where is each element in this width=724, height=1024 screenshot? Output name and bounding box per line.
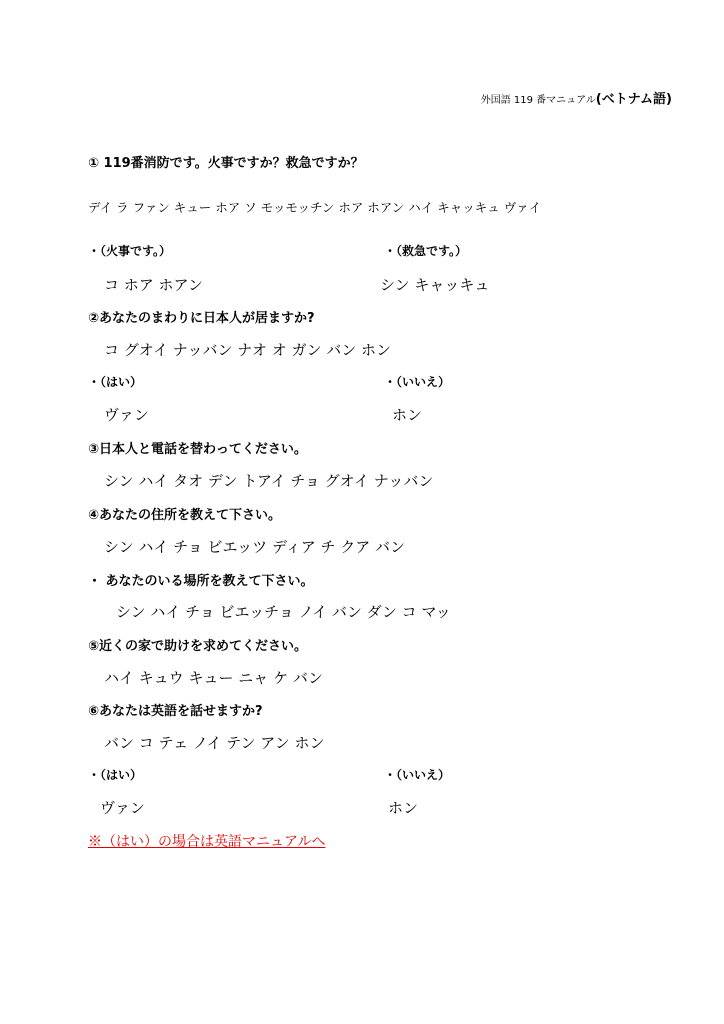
question-1-option-ambulance: ・（救急です。） xyxy=(384,244,468,258)
question-6-reading: バン コ テェ ノイ テン アン ホン xyxy=(104,734,325,752)
question-2-option-no: ・（いいえ） xyxy=(384,375,451,389)
question-6-answer-yes: ヴァン xyxy=(100,799,145,817)
question-6-answer-no: ホン xyxy=(388,799,419,817)
question-3-reading: シン ハイ タオ デン トアイ チョ グオイ ナッバン xyxy=(104,472,434,490)
english-manual-note: ※（はい）の場合は英語マニュアルへ xyxy=(88,834,326,850)
question-4b-title: ・ あなたのいる場所を教えて下さい。 xyxy=(88,574,314,589)
question-6-option-yes: ・（はい） xyxy=(88,768,143,782)
question-2-answer-no: ホン xyxy=(392,406,423,424)
question-6-title: ⑥あなたは英語を話せますか? xyxy=(88,704,263,719)
question-5-title: ⑤近くの家で助けを求めてください。 xyxy=(88,639,308,654)
question-2-option-yes: ・（はい） xyxy=(88,375,143,389)
question-1-reading: デイ ラ ファン キュー ホア ソ モッモッチン ホア ホアン ハイ キャッキュ ヴァイ xyxy=(88,200,542,215)
question-1-title: ① 119番消防です。火事ですか？救急ですか？ xyxy=(88,156,364,171)
question-3-title: ③日本人と電話を替わってください。 xyxy=(88,442,307,457)
question-2-reading: コ グオイ ナッバン ナオ オ ガン バン ホン xyxy=(104,341,392,359)
question-2-title: ②あなたのまわりに日本人が居ますか? xyxy=(88,311,315,326)
question-1-option-fire: ・（火事です。） xyxy=(88,244,172,258)
question-2-answer-yes: ヴァン xyxy=(104,406,149,424)
header-language-text: (ベトナム語) xyxy=(595,92,672,107)
question-4b-reading: シン ハイ チョ ビエッチョ ノイ バン ダン コ マッ xyxy=(116,603,451,621)
document-header xyxy=(481,88,672,107)
question-5-reading: ハイ キュウ キュー ニャ ケ バン xyxy=(104,669,323,687)
question-4-title: ④あなたの住所を教えて下さい。 xyxy=(88,508,282,523)
question-1-answer-ambulance: シン キャッキュ xyxy=(380,276,490,294)
header-small-text: 外国語 119 番マニュアル xyxy=(480,95,596,106)
question-6-option-no: ・（いいえ） xyxy=(384,768,451,782)
question-4-reading: シン ハイ チョ ビエッツ ディア チ クア バン xyxy=(104,538,406,556)
question-1-answer-fire: コ ホア ホアン xyxy=(104,276,203,294)
